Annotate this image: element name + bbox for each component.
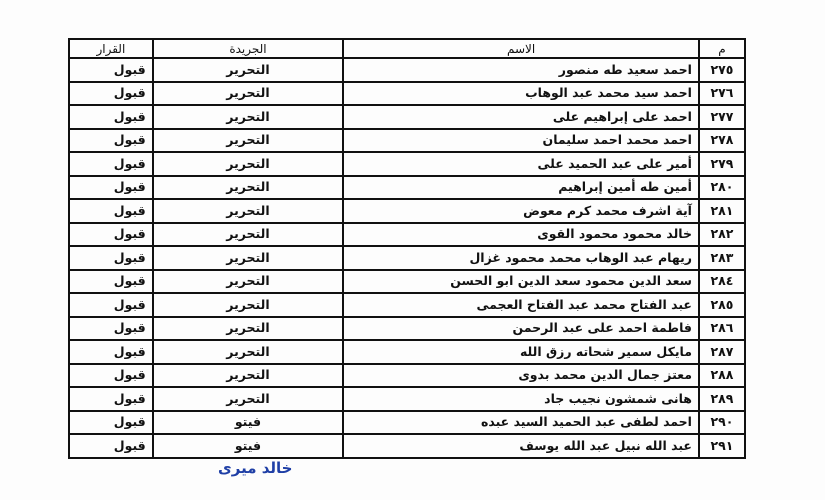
row-number: ٢٨١	[699, 199, 745, 223]
row-newspaper: التحرير	[153, 387, 343, 411]
table-row	[69, 317, 745, 341]
row-name: خالد محمود محمود القوى	[343, 223, 699, 247]
row-name: سعد الدين محمود سعد الدين ابو الحسن	[343, 270, 699, 294]
row-decision: قبول	[69, 223, 153, 247]
row-number: ٢٨٦	[699, 317, 745, 341]
table-row	[69, 199, 745, 223]
table-row	[69, 152, 745, 176]
table-row	[69, 270, 745, 294]
header-newspaper: الجريدة	[153, 39, 343, 58]
row-name: عبد الله نبيل عبد الله يوسف	[343, 434, 699, 458]
row-number: ٢٧٩	[699, 152, 745, 176]
row-number: ٢٧٥	[699, 58, 745, 82]
row-decision: قبول	[69, 246, 153, 270]
row-decision: قبول	[69, 434, 153, 458]
row-number: ٢٩٠	[699, 411, 745, 435]
row-number: ٢٨٠	[699, 176, 745, 200]
row-number: ٢٧٨	[699, 129, 745, 153]
row-newspaper: التحرير	[153, 129, 343, 153]
row-name: آية اشرف محمد كرم معوض	[343, 199, 699, 223]
table-row	[69, 82, 745, 106]
row-newspaper: التحرير	[153, 152, 343, 176]
signature: خالد ميرى	[218, 459, 293, 477]
row-newspaper: التحرير	[153, 270, 343, 294]
row-decision: قبول	[69, 317, 153, 341]
roster-table	[68, 38, 746, 459]
table-row	[69, 246, 745, 270]
table-row	[69, 58, 745, 82]
table-row	[69, 129, 745, 153]
row-decision: قبول	[69, 82, 153, 106]
row-number: ٢٨٩	[699, 387, 745, 411]
row-number: ٢٨٣	[699, 246, 745, 270]
row-name: أمير على عبد الحميد على	[343, 152, 699, 176]
row-name: احمد سعيد طه منصور	[343, 58, 699, 82]
row-name: أمين طه أمين إبراهيم	[343, 176, 699, 200]
row-name: احمد محمد احمد سليمان	[343, 129, 699, 153]
header-number: م	[699, 39, 745, 58]
row-newspaper: التحرير	[153, 105, 343, 129]
row-name: عبد الفتاح محمد عبد الفتاح العجمى	[343, 293, 699, 317]
row-name: هانى شمشون نجيب جاد	[343, 387, 699, 411]
row-newspaper: التحرير	[153, 246, 343, 270]
row-number: ٢٩١	[699, 434, 745, 458]
row-newspaper: التحرير	[153, 199, 343, 223]
row-decision: قبول	[69, 270, 153, 294]
row-name: ريهام عبد الوهاب محمد محمود غزال	[343, 246, 699, 270]
header-row	[69, 39, 745, 58]
header-name: الاسم	[343, 39, 699, 58]
row-decision: قبول	[69, 293, 153, 317]
row-newspaper: التحرير	[153, 58, 343, 82]
row-newspaper: التحرير	[153, 364, 343, 388]
row-decision: قبول	[69, 58, 153, 82]
row-name: معتز جمال الدين محمد بدوى	[343, 364, 699, 388]
row-number: ٢٨٥	[699, 293, 745, 317]
row-name: مايكل سمير شحاته رزق الله	[343, 340, 699, 364]
table-row	[69, 411, 745, 435]
row-number: ٢٧٧	[699, 105, 745, 129]
row-newspaper: التحرير	[153, 223, 343, 247]
table-row	[69, 364, 745, 388]
row-newspaper: فيتو	[153, 411, 343, 435]
table-row	[69, 340, 745, 364]
row-number: ٢٨٤	[699, 270, 745, 294]
row-decision: قبول	[69, 176, 153, 200]
row-decision: قبول	[69, 387, 153, 411]
table-row	[69, 105, 745, 129]
row-newspaper: التحرير	[153, 293, 343, 317]
row-number: ٢٧٦	[699, 82, 745, 106]
row-name: احمد سيد محمد عبد الوهاب	[343, 82, 699, 106]
row-newspaper: التحرير	[153, 176, 343, 200]
header-decision: القرار	[69, 39, 153, 58]
row-decision: قبول	[69, 105, 153, 129]
row-decision: قبول	[69, 129, 153, 153]
table-row	[69, 176, 745, 200]
row-decision: قبول	[69, 340, 153, 364]
row-decision: قبول	[69, 199, 153, 223]
row-newspaper: التحرير	[153, 340, 343, 364]
row-number: ٢٨٨	[699, 364, 745, 388]
row-name: احمد على إبراهيم على	[343, 105, 699, 129]
table-row	[69, 293, 745, 317]
row-name: فاطمة احمد على عبد الرحمن	[343, 317, 699, 341]
table-row	[69, 223, 745, 247]
row-decision: قبول	[69, 411, 153, 435]
row-decision: قبول	[69, 152, 153, 176]
row-newspaper: فيتو	[153, 434, 343, 458]
row-newspaper: التحرير	[153, 317, 343, 341]
row-decision: قبول	[69, 364, 153, 388]
row-name: احمد لطفى عبد الحميد السيد عبده	[343, 411, 699, 435]
table-row	[69, 434, 745, 458]
table-row	[69, 387, 745, 411]
row-number: ٢٨٧	[699, 340, 745, 364]
row-newspaper: التحرير	[153, 82, 343, 106]
row-number: ٢٨٢	[699, 223, 745, 247]
